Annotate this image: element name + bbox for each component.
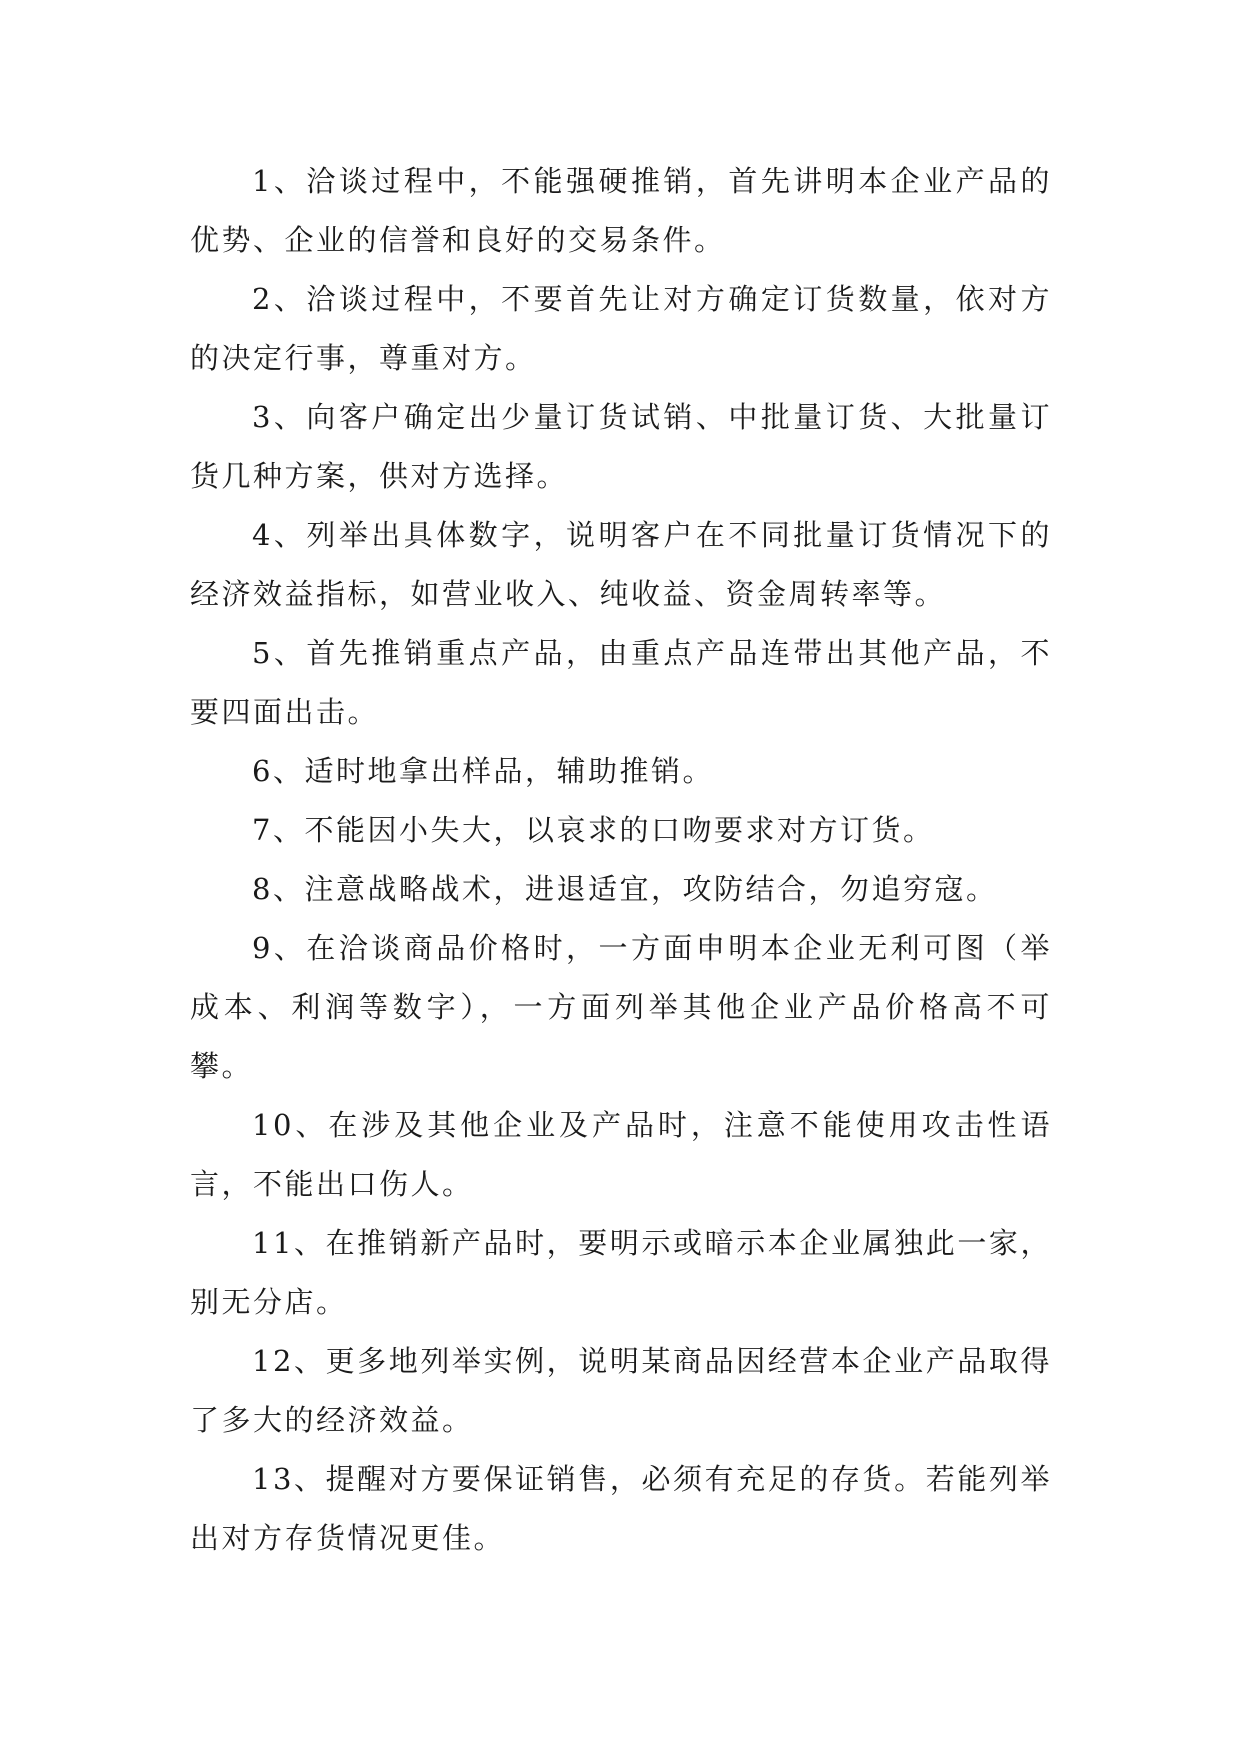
paragraph-11: 11、在推销新产品时，要明示或暗示本企业属独此一家，别无分店。 [190,1226,1052,1319]
document-body [190,152,1052,1568]
paragraph-4: 4、列举出具体数字，说明客户在不同批量订货情况下的经济效益指标，如营业收入、纯收益、资金周转率等。 [190,518,1052,611]
paragraph-8: 8、注意战略战术，进退适宜，攻防结合，勿追穷寇。 [252,872,998,906]
paragraph-5: 5、首先推销重点产品，由重点产品连带出其他产品，不要四面出击。 [190,636,1052,729]
paragraph-6: 6、适时地拿出样品，辅助推销。 [252,754,714,788]
paragraph-2: 2、洽谈过程中，不要首先让对方确定订货数量，依对方的决定行事，尊重对方。 [190,282,1052,375]
paragraph-3: 3、向客户确定出少量订货试销、中批量订货、大批量订货几种方案，供对方选择。 [190,400,1052,493]
paragraph-1: 1、洽谈过程中，不能强硬推销，首先讲明本企业产品的优势、企业的信誉和良好的交易条件。 [190,164,1052,257]
paragraph-12: 12、更多地列举实例，说明某商品因经营本企业产品取得了多大的经济效益。 [190,1344,1052,1437]
paragraph-7: 7、不能因小失大，以哀求的口吻要求对方订货。 [252,813,935,847]
paragraph-10: 10、在涉及其他企业及产品时，注意不能使用攻击性语言，不能出口伤人。 [190,1108,1052,1201]
paragraph-9: 9、在洽谈商品价格时，一方面申明本企业无利可图（举成本、利润等数字），一方面列举其他企业产品价格高不可攀。 [190,931,1052,1083]
paragraph-13: 13、提醒对方要保证销售，必须有充足的存货。若能列举出对方存货情况更佳。 [190,1462,1052,1555]
